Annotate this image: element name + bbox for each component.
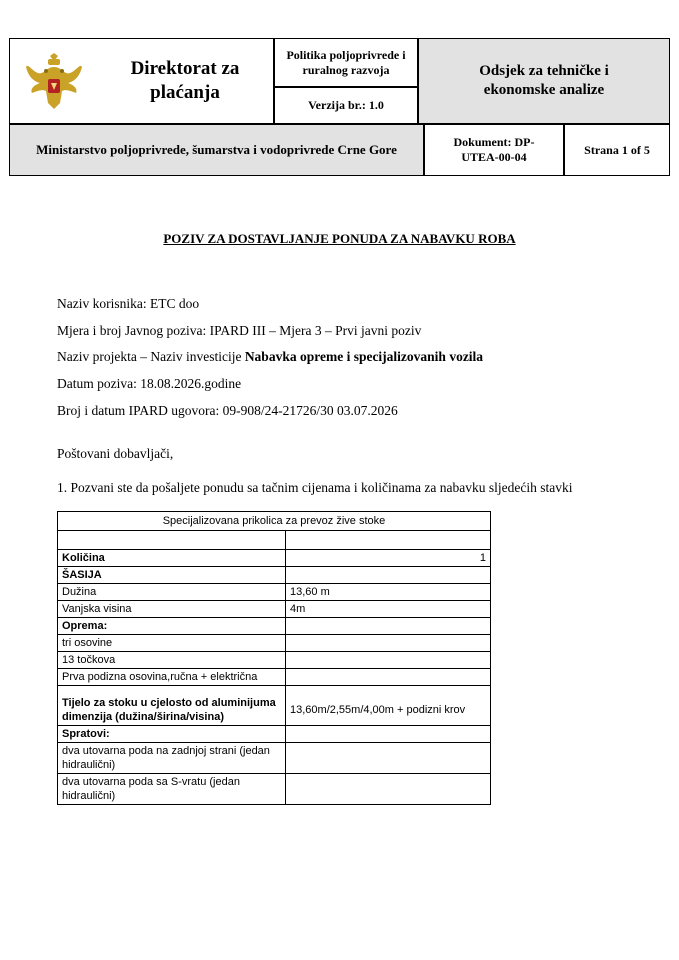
equipment-label: Oprema:: [58, 618, 286, 635]
page-number: Strana 1 of 5: [564, 124, 670, 176]
project-label: Naziv projekta – Naziv investicije: [57, 349, 245, 364]
table-row: [58, 531, 491, 550]
department-label: Odsjek za tehničke i ekonomske analize: [418, 38, 670, 124]
body-value: 13,60m/2,55m/4,00m + podizni krov: [286, 686, 491, 726]
document-code: Dokument: DP-UTEA-00-04: [424, 124, 564, 176]
coat-of-arms-icon: [24, 53, 84, 113]
floor-rear-label: dva utovarna poda na zadnjoj strani (jedan hidraulični): [58, 743, 286, 774]
table-row: [58, 635, 491, 652]
table-cell: [286, 774, 491, 805]
org-title: Direktorat za plaćanja: [130, 58, 240, 103]
floor-s-label: dva utovarna poda sa S-vratu (jedan hidraulični): [58, 774, 286, 805]
table-cell: [286, 652, 491, 669]
height-label: Vanjska visina: [58, 601, 286, 618]
table-cell: [286, 567, 491, 584]
point-1: 1. Pozvani ste da pošaljete ponudu sa tačnim cijenama i količinama za nabavku sljedećih stavki: [57, 480, 573, 495]
table-cell: [58, 531, 286, 550]
table-cell: [286, 618, 491, 635]
length-label: Dužina: [58, 584, 286, 601]
wheels-label: 13 točkova: [58, 652, 286, 669]
chassis-label: ŠASIJA: [58, 567, 286, 584]
lift-axle-label: Prva podizna osovina,ručna + električna: [58, 669, 286, 686]
project-value: Nabavka opreme i specijalizovanih vozila: [244, 349, 484, 364]
document-title: POZIV ZA DOSTAVLJANJE PONUDA ZA NABAVKU ROBA: [163, 231, 516, 246]
quantity-value: 1: [286, 550, 491, 567]
contract-line: Broj i datum IPARD ugovora: 09-908/24-21726/30 03.07.2026: [57, 403, 398, 418]
spec-table: [57, 511, 491, 805]
table-row: [58, 669, 491, 686]
table-row: [58, 512, 491, 531]
table-row: [58, 584, 491, 601]
project-line: [57, 349, 483, 365]
table-cell: [286, 635, 491, 652]
body-label: Tijelo za stoku u cjelosto od aluminijuma dimenzija (dužina/širina/visina): [58, 686, 286, 726]
measure-line: Mjera i broj Javnog poziva: IPARD III – Mjera 3 – Prvi javni poziv: [57, 323, 422, 338]
table-cell: [286, 531, 491, 550]
floors-label: Spratovi:: [58, 726, 286, 743]
table-row: [58, 550, 491, 567]
ministry-label: Ministarstvo poljoprivrede, šumarstva i vodoprivrede Crne Gore: [9, 124, 424, 176]
axles-label: tri osovine: [58, 635, 286, 652]
table-cell: [286, 743, 491, 774]
table-row: [58, 601, 491, 618]
height-value: 4m: [286, 601, 491, 618]
table-title: Specijalizovana prikolica za prevoz žive stoke: [58, 512, 491, 531]
greeting: Poštovani dobavljači,: [57, 446, 174, 461]
table-cell: [286, 669, 491, 686]
table-row: [58, 567, 491, 584]
table-row: [58, 686, 491, 726]
version-label: Verzija br.: 1.0: [274, 87, 418, 124]
table-row: [58, 618, 491, 635]
date-line: Datum poziva: 18.08.2026.godine: [57, 376, 242, 391]
policy-label: Politika poljoprivrede i ruralnog razvoja: [274, 38, 418, 87]
table-row: [58, 652, 491, 669]
table-row: [58, 726, 491, 743]
length-value: 13,60 m: [286, 584, 491, 601]
beneficiary-line: Naziv korisnika: ETC doo: [57, 296, 200, 311]
quantity-label: Količina: [58, 550, 286, 567]
table-row: [58, 774, 491, 805]
org-cell: [9, 38, 274, 124]
table-cell: [286, 726, 491, 743]
table-row: [58, 743, 491, 774]
document-header: [9, 38, 670, 176]
